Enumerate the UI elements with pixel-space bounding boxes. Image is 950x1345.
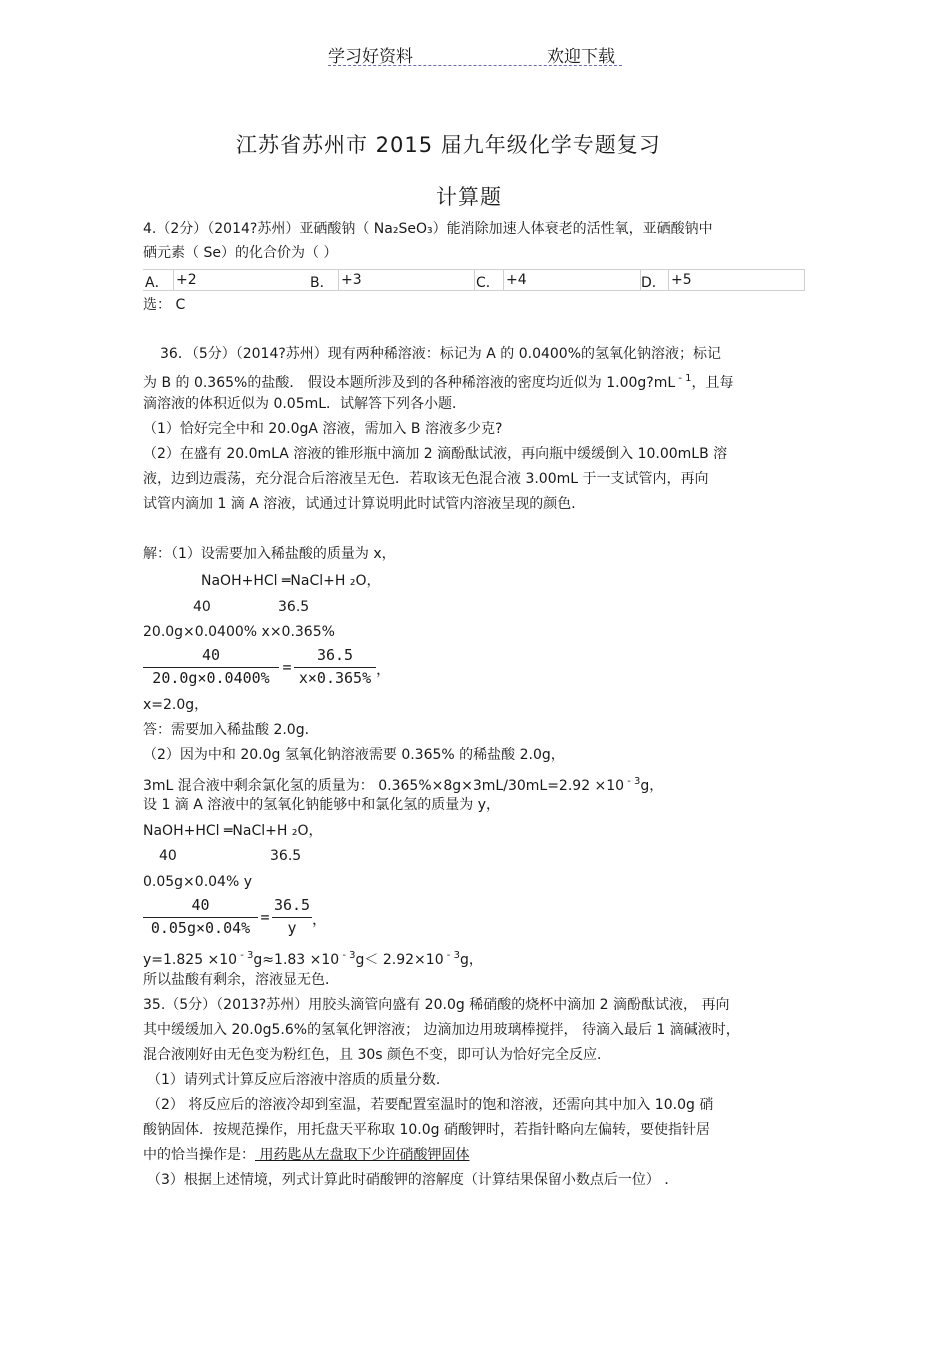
q36-line7: 试管内滴加 1 滴 A 溶液，试通过计算说明此时试管内溶液呈现的颜色．: [143, 496, 586, 512]
option-d-label: D．: [641, 275, 666, 291]
option-a-value: +2: [176, 272, 197, 288]
header-left: 学习好资料: [328, 47, 413, 67]
option-a-label: A．: [145, 275, 169, 291]
q36-line2: [143, 369, 734, 393]
fraction-2-comma: ，: [312, 910, 328, 928]
sol-x-result: x=2.0g，: [143, 697, 209, 713]
q35-line8: （3）根据上述情境，列式计算此时硝酸钾的溶解度（计算结果保留小数点后一位） ．: [147, 1172, 679, 1188]
fraction-2-numerator-left: 40: [191, 896, 210, 914]
q36-line2-text: 为 B 的 0.365%的盐酸． 假设本题所涉及到的各种稀溶液的密度均近似为 1.00g?mL: [143, 375, 676, 391]
q35-line7: [143, 1145, 469, 1165]
option-b-label: B．: [310, 275, 334, 291]
q36-line2-superscript: - 1: [675, 373, 692, 384]
q36-line5: （2）在盛有 20.0mLA 溶液的锥形瓶中滴加 2 滴酚酞试液，再向瓶中缓缓倒入 10.00mLB 溶: [143, 446, 728, 462]
option-d-value: +5: [671, 272, 692, 288]
sol-part2-line2-superscript: - 3: [624, 776, 641, 787]
fraction-1-numerator-right: 36.5: [316, 646, 354, 664]
sol-masses2: 0.05g×0.04% y: [143, 874, 252, 890]
sol-conclusion: 所以盐酸有剩余，溶液显无色．: [143, 972, 339, 988]
sol-y-result-sup1: - 3: [237, 950, 254, 961]
option-c-label: C．: [476, 275, 500, 291]
page-title: 江苏省苏州市 2015 届九年级化学专题复习: [236, 133, 661, 157]
sol-y-result-sup3: - 3: [443, 950, 460, 961]
q35-line1: 35.（5分）（2013?苏州）用胶头滴管向盛有 20.0g 稀硝酸的烧杯中滴加 2 滴酚酞试液， 再向: [143, 997, 730, 1013]
q4-answer: 选： C: [143, 297, 186, 313]
sol-part2-line2-tail: g，: [640, 778, 664, 794]
sol-part2-line1: （2）因为中和 20.0g 氢氧化钠溶液需要 0.365% 的稀盐酸 2.0g，: [143, 747, 565, 763]
q35-line6: 酸钠固体．按规范操作，用托盘天平称取 10.0g 硝酸钾时，若指针略向左偏转，要使指针居: [143, 1122, 710, 1138]
options-divider: [338, 269, 339, 291]
fraction-1-bar-right: [294, 667, 376, 668]
sol-y-result-part3: g＜ 2.92×10: [355, 952, 444, 968]
sol-y-result-part1: y=1.825 ×10: [143, 952, 238, 968]
sol-coef1a: 40: [193, 599, 211, 615]
options-divider: [503, 269, 504, 291]
sol-part2-line3: 设 1 滴 A 溶液中的氢氧化钠能够中和氯化氢的质量为 y，: [143, 797, 501, 813]
fraction-1-denominator-right: x×0.365%: [298, 669, 372, 687]
fraction-1: [143, 646, 392, 692]
options-divider: [668, 269, 669, 291]
sol-y-result-part2: g≈1.83 ×10: [253, 952, 340, 968]
fraction-1-bar-left: [143, 667, 279, 668]
fraction-2-denominator-right: y: [287, 919, 297, 937]
fraction-2: [143, 896, 328, 942]
fraction-1-comma: ，: [376, 660, 392, 678]
sol-coef2a: 40: [159, 848, 177, 864]
q4-line2: 硒元素（ Se）的化合价为（ ）: [143, 245, 338, 261]
sol-part2-line2: [143, 772, 663, 796]
sol-masses1: 20.0g×0.0400% x×0.365%: [143, 624, 335, 640]
sol-equation1: NaOH+HCl ═NaCl+H ₂O，: [201, 573, 381, 589]
options-divider: [474, 269, 475, 291]
options-divider: [804, 269, 805, 291]
sol-y-result-sup2: - 3: [339, 950, 356, 961]
sol-answer1: 答：需要加入稀盐酸 2.0g．: [143, 722, 319, 738]
q35-line7-prompt: 中的恰当操作是：: [143, 1147, 255, 1163]
sol-part2-line2-text: 3mL 混合液中剩余氯化氢的质量为： 0.365%×8g×3mL/30mL=2.92 ×10: [143, 778, 625, 794]
q35-line7-answer: 用药匙从左盘取下少许硝酸钾固体: [255, 1147, 470, 1163]
fraction-2-equals: =: [260, 908, 270, 926]
header-right: 欢迎下载: [547, 47, 615, 67]
sol-y-result: [143, 946, 483, 970]
q36-line3: 滴溶液的体积近似为 0.05mL．试解答下列各小题．: [143, 396, 467, 412]
q36-line6: 液，边到边震荡，充分混合后溶液呈无色．若取该无色混合液 3.00mL 于一支试管内，再向: [143, 471, 709, 487]
q36-line4: （1）恰好完全中和 20.0gA 溶液，需加入 B 溶液多少克?: [143, 421, 503, 437]
fraction-1-denominator-left: 20.0g×0.0400%: [152, 669, 270, 687]
sol-coef1b: 36.5: [278, 599, 310, 615]
sol-coef2b: 36.5: [270, 848, 302, 864]
fraction-2-bar-right: [272, 917, 312, 918]
q36-line2-tail: ，且每: [691, 375, 734, 391]
options-divider: [173, 269, 174, 291]
fraction-2-denominator-left: 0.05g×0.04%: [150, 919, 251, 937]
fraction-2-numerator-right: 36.5: [273, 896, 311, 914]
q36-line1: 36．（5分）（2014?苏州）现有两种稀溶液：标记为 A 的 0.0400%的氢氧化钠溶液；标记: [160, 346, 721, 362]
sol-equation2: NaOH+HCl ═NaCl+H ₂O，: [143, 823, 323, 839]
q4-options: [143, 269, 805, 291]
sol-line1: 解：（1）设需要加入稀盐酸的质量为 x，: [143, 546, 396, 562]
fraction-1-equals: =: [282, 658, 292, 676]
header-divider: [328, 65, 622, 66]
fraction-2-bar-left: [143, 917, 258, 918]
fraction-1-numerator-left: 40: [201, 646, 221, 664]
option-c-value: +4: [506, 272, 527, 288]
sol-y-result-part4: g，: [459, 952, 483, 968]
q35-line2: 其中缓缓加入 20.0g5.6%的氢氧化钾溶液； 边滴加边用玻璃棒搅拌， 待滴入最后 1 滴碱液时，: [143, 1022, 740, 1038]
q4-line1: 4.（2分）（2014?苏州）亚硒酸钠（ Na₂SeO₃）能消除加速人体衰老的活性氧，亚硒酸钠中: [143, 221, 713, 237]
option-b-value: +3: [341, 272, 362, 288]
q35-line4: （1）请列式计算反应后溶液中溶质的质量分数．: [147, 1072, 450, 1088]
q35-line3: 混合液刚好由无色变为粉红色，且 30s 颜色不变，即可认为恰好完全反应．: [143, 1047, 612, 1063]
page-subtitle: 计算题: [436, 185, 502, 209]
q35-line5: （2） 将反应后的溶液冷却到室温，若要配置室温时的饱和溶液，还需向其中加入 10.0g 硝: [147, 1097, 714, 1113]
